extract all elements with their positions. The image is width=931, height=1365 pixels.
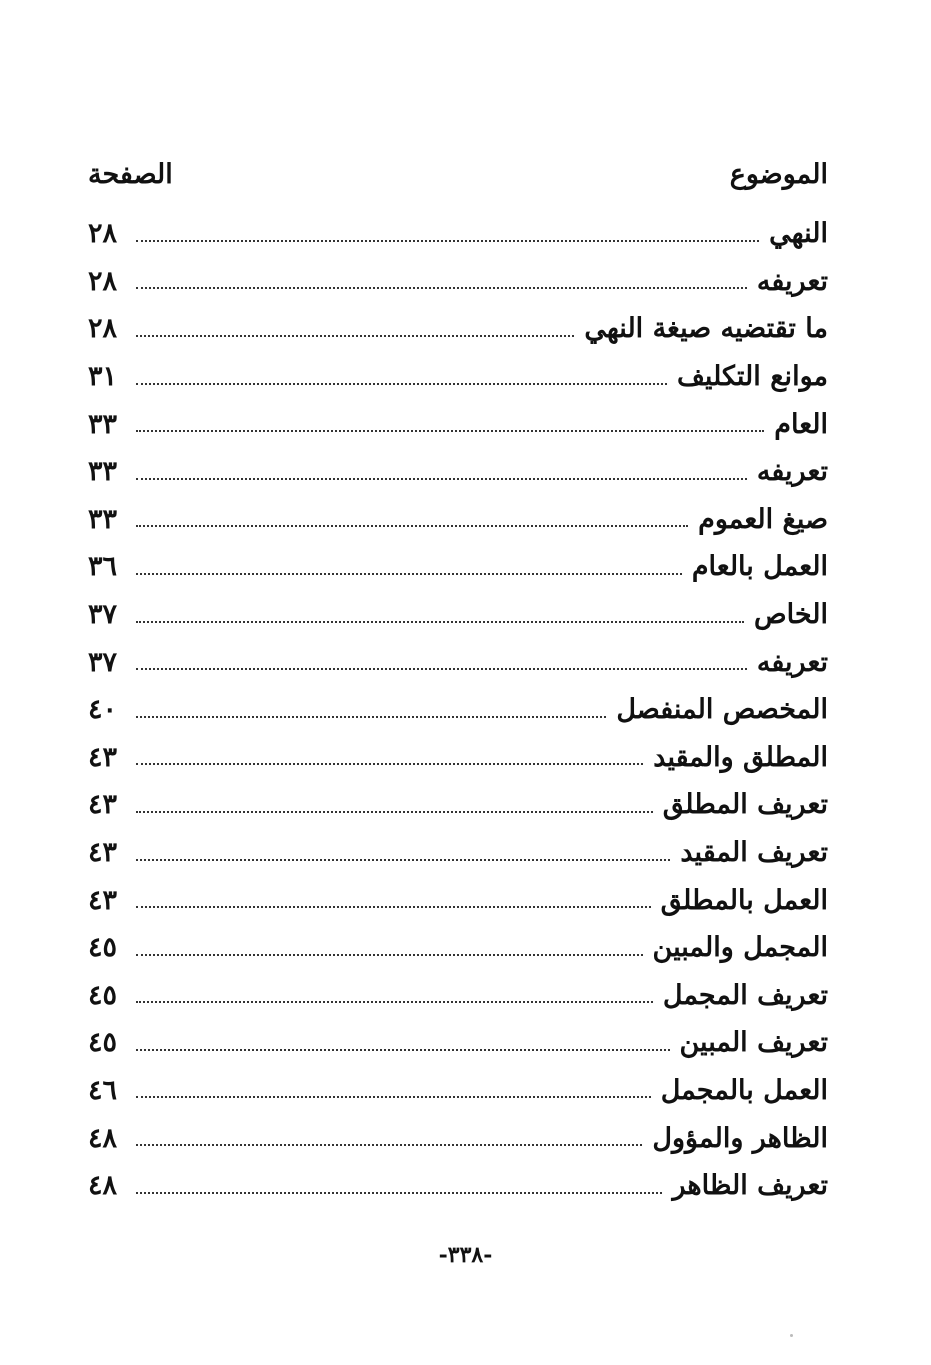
entry-page-number: ٤٣	[88, 837, 118, 869]
dot-leader	[136, 621, 744, 623]
table-of-contents	[88, 210, 828, 1209]
page-column-label: الصفحة	[88, 158, 173, 190]
entry-title: تعريف المجمل	[662, 979, 828, 1011]
entry-title: العمل بالمطلق	[660, 884, 828, 916]
entry-title: ما تقتضيه صيغة النهي	[584, 313, 828, 345]
entry-page-number: ٣٧	[88, 599, 118, 631]
toc-entry	[88, 1067, 828, 1115]
toc-entry	[88, 400, 828, 448]
toc-entry	[88, 591, 828, 639]
entry-page-number: ٤٦	[88, 1074, 118, 1106]
toc-entry	[88, 210, 828, 258]
entry-page-number: ٣٧	[88, 646, 118, 678]
toc-entry	[88, 829, 828, 877]
toc-entry	[88, 305, 828, 353]
toc-header	[88, 152, 828, 196]
dot-leader	[136, 478, 747, 480]
toc-entry	[88, 1019, 828, 1067]
dot-leader	[136, 906, 651, 908]
entry-page-number: ٤٥	[88, 1027, 118, 1059]
dot-leader	[136, 335, 574, 337]
entry-page-number: ٤٣	[88, 884, 118, 916]
dot-leader	[136, 573, 682, 575]
toc-entry	[88, 1162, 828, 1210]
topic-column-label: الموضوع	[729, 158, 828, 190]
toc-entry	[88, 258, 828, 306]
dot-leader	[136, 859, 670, 861]
entry-title: العمل بالمجمل	[660, 1074, 828, 1106]
dot-leader	[136, 1144, 642, 1146]
entry-page-number: ٣٣	[88, 408, 118, 440]
toc-entry	[88, 781, 828, 829]
entry-title: العمل بالعام	[691, 551, 828, 583]
dot-leader	[136, 1192, 662, 1194]
entry-page-number: ٤٨	[88, 1122, 118, 1154]
toc-entry	[88, 496, 828, 544]
entry-title: المجمل والمبين	[652, 932, 828, 964]
toc-entry	[88, 638, 828, 686]
entry-title: تعريف المطلق	[662, 789, 828, 821]
entry-page-number: ٣١	[88, 361, 118, 393]
entry-title: موانع التكليف	[676, 361, 828, 393]
entry-title: تعريف الظاهر	[672, 1170, 828, 1202]
dot-leader	[136, 716, 606, 718]
dot-leader	[136, 1096, 651, 1098]
dot-leader	[136, 525, 688, 527]
toc-entry	[88, 734, 828, 782]
entry-page-number: ٢٨	[88, 265, 118, 297]
toc-entry	[88, 924, 828, 972]
dot-leader	[136, 240, 759, 242]
entry-page-number: ٢٨	[88, 313, 118, 345]
page-number-footer: -٣٣٨-	[438, 1242, 493, 1268]
toc-entry	[88, 448, 828, 496]
entry-title: المخصص المنفصل	[616, 694, 828, 726]
entry-page-number: ٤٣	[88, 741, 118, 773]
toc-entry	[88, 353, 828, 401]
dot-leader	[136, 668, 747, 670]
entry-page-number: ٤٨	[88, 1170, 118, 1202]
entry-page-number: ٤٠	[88, 694, 118, 726]
toc-entry	[88, 972, 828, 1020]
entry-page-number: ٢٨	[88, 218, 118, 250]
dot-leader	[136, 430, 764, 432]
dot-leader	[136, 811, 653, 813]
toc-entry	[88, 876, 828, 924]
scan-speck	[790, 1334, 793, 1337]
dot-leader	[136, 1049, 670, 1051]
entry-title: النهي	[769, 218, 828, 250]
entry-page-number: ٣٦	[88, 551, 118, 583]
entry-page-number: ٤٣	[88, 789, 118, 821]
entry-page-number: ٤٥	[88, 932, 118, 964]
dot-leader	[136, 287, 747, 289]
entry-title: تعريفه	[756, 646, 828, 678]
entry-title: العام	[774, 408, 828, 440]
dot-leader	[136, 954, 643, 956]
entry-title: صيغ العموم	[698, 503, 828, 535]
dot-leader	[136, 763, 643, 765]
dot-leader	[136, 1001, 653, 1003]
toc-entry	[88, 686, 828, 734]
entry-title: الخاص	[753, 599, 828, 631]
entry-page-number: ٤٥	[88, 979, 118, 1011]
entry-title: تعريف المقيد	[680, 837, 828, 869]
entry-title: الظاهر والمؤول	[652, 1122, 828, 1154]
entry-title: تعريفه	[756, 456, 828, 488]
entry-page-number: ٣٣	[88, 503, 118, 535]
toc-entry	[88, 543, 828, 591]
entry-page-number: ٣٣	[88, 456, 118, 488]
entry-title: تعريف المبين	[679, 1027, 828, 1059]
toc-entry	[88, 1114, 828, 1162]
dot-leader	[136, 383, 667, 385]
entry-title: تعريفه	[756, 265, 828, 297]
entry-title: المطلق والمقيد	[653, 741, 828, 773]
